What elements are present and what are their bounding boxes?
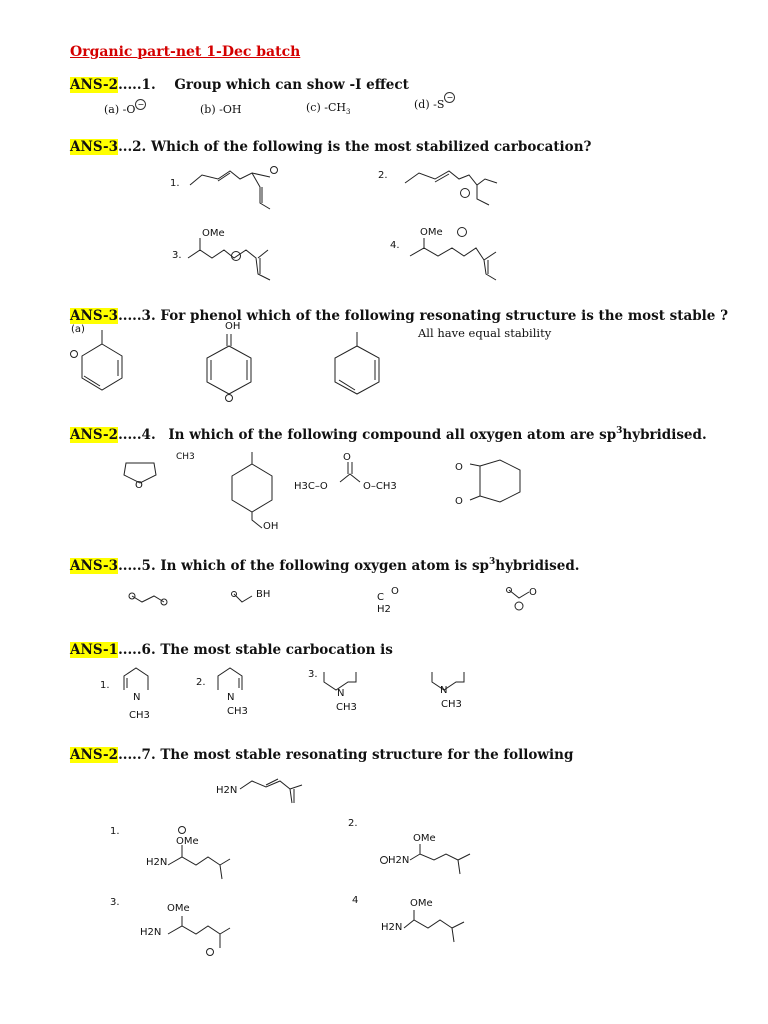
phenol-resonance-b (207, 340, 257, 410)
ether-structure (128, 590, 178, 610)
structure-label-2: 2. (348, 818, 358, 829)
ome-label: OMe (413, 833, 436, 844)
answer-badge: ANS-3 (70, 139, 119, 155)
parent-structure (240, 775, 320, 805)
question-2: ANS-3...2. Which of the following is the most stabilized carbocation? (70, 139, 592, 155)
answer-badge: ANS-2 (70, 427, 119, 443)
ome-label: OMe (420, 227, 443, 238)
ome-label: OMe (167, 903, 190, 914)
answer-badge: ANS-2 (70, 77, 119, 93)
carbonate-right: O–CH3 (363, 481, 397, 492)
resonance-structure-3 (160, 912, 240, 957)
question-text: For phenol which of the following resonating structure is the most stable ? (155, 308, 729, 324)
answer-badge: ANS-3 (70, 308, 119, 324)
option-c: (c) $-CH_3$ (306, 101, 351, 117)
resonance-structure-1 (160, 825, 240, 875)
structure-label-4: 4. (390, 240, 400, 251)
n-label: N (133, 692, 141, 703)
ch3-label: CH3 (129, 710, 150, 721)
h2n-label: H2N (388, 855, 410, 866)
dioxane-dione-structure (470, 460, 530, 510)
ch3-label: CH3 (227, 706, 248, 717)
oh-label: OH (263, 521, 279, 532)
option-d: (d) -S− (414, 98, 455, 111)
structure-label-3: 3. (110, 897, 120, 908)
carbonate-o: O (343, 452, 351, 463)
question-5: ANS-3.....5. In which of the following oxygen atom is $sp^3hybridised$. (70, 557, 580, 574)
phenol-resonance-c (335, 340, 385, 400)
answer-note: All have equal stability (418, 326, 552, 340)
ch3-label: CH3 (336, 702, 357, 713)
phenol-resonance-a (80, 340, 130, 400)
h2n-label: H2N (140, 927, 162, 938)
structure-label-4: 4 (352, 895, 359, 906)
carbocation-structure-4 (410, 238, 510, 288)
ome-label: OMe (202, 228, 225, 239)
resonance-structure-4 (400, 908, 480, 948)
question-text: Which of the following is the most stabilized carbocation? (146, 139, 592, 155)
option-b: (b) -OH (200, 103, 242, 116)
oh-label: OH (225, 321, 241, 332)
option-label-a: (a) (71, 324, 85, 335)
structure-label-2: 2. (196, 677, 206, 688)
question-7: ANS-2.....7. The most stable resonating structure for the following (70, 747, 574, 763)
structure-label-1: 1. (100, 680, 110, 691)
question-3: ANS-3.....3. For phenol which of the following resonating structure is the most stable ? (70, 308, 729, 324)
benzyl-alcohol-structure (232, 458, 292, 528)
oxonium-structure (505, 586, 545, 616)
bh-label: BH (256, 589, 271, 600)
carbonate-left: H3C–O (294, 481, 328, 492)
h2-label: H2 (377, 604, 391, 615)
ome-label: OMe (410, 898, 433, 909)
o-label: O (455, 496, 463, 507)
n-label: N (337, 688, 345, 699)
ch3-label: CH3 (441, 699, 462, 710)
o-label: O (455, 462, 463, 473)
structure-label-2: 2. (378, 170, 388, 181)
n-label: N (227, 692, 235, 703)
structure-label-1: 1. (170, 178, 180, 189)
question-text: Group which can show -I effect (174, 77, 409, 93)
question-4: ANS-2.....4. In which of the following compound all oxygen atom are $sp^3hybridised$. (70, 426, 707, 443)
page-title: Organic part-net 1-Dec batch (70, 44, 301, 60)
carbocation-structure-2 (405, 165, 515, 215)
structure-label-1: 1. (110, 826, 120, 837)
question-1: ANS-2.....1. Group which can show -I effect (70, 77, 409, 93)
ch3-label: CH3 (176, 452, 195, 462)
h2n-label: H2N (146, 857, 168, 868)
question-6: ANS-1.....6. The most stable carbocation is (70, 642, 393, 658)
o-label: O (529, 587, 537, 598)
c-label: C (377, 592, 384, 603)
o-label: O (391, 586, 399, 597)
enamine-structure-4 (430, 672, 470, 692)
furan-o: O (135, 480, 143, 491)
option-a: (a) -O − (104, 103, 146, 116)
carbocation-structure-1 (190, 165, 290, 215)
answer-badge: ANS-3 (70, 558, 119, 574)
answer-badge: ANS-2 (70, 747, 119, 763)
answer-badge: ANS-1 (70, 642, 119, 658)
h2n-label: H2N (216, 785, 238, 796)
h2n-label: H2N (381, 922, 403, 933)
structure-label-3: 3. (308, 669, 318, 680)
structure-label-3: 3. (172, 250, 182, 261)
n-label: N (440, 685, 448, 696)
carbocation-structure-3 (188, 238, 288, 288)
ome-label: OMe (176, 836, 199, 847)
